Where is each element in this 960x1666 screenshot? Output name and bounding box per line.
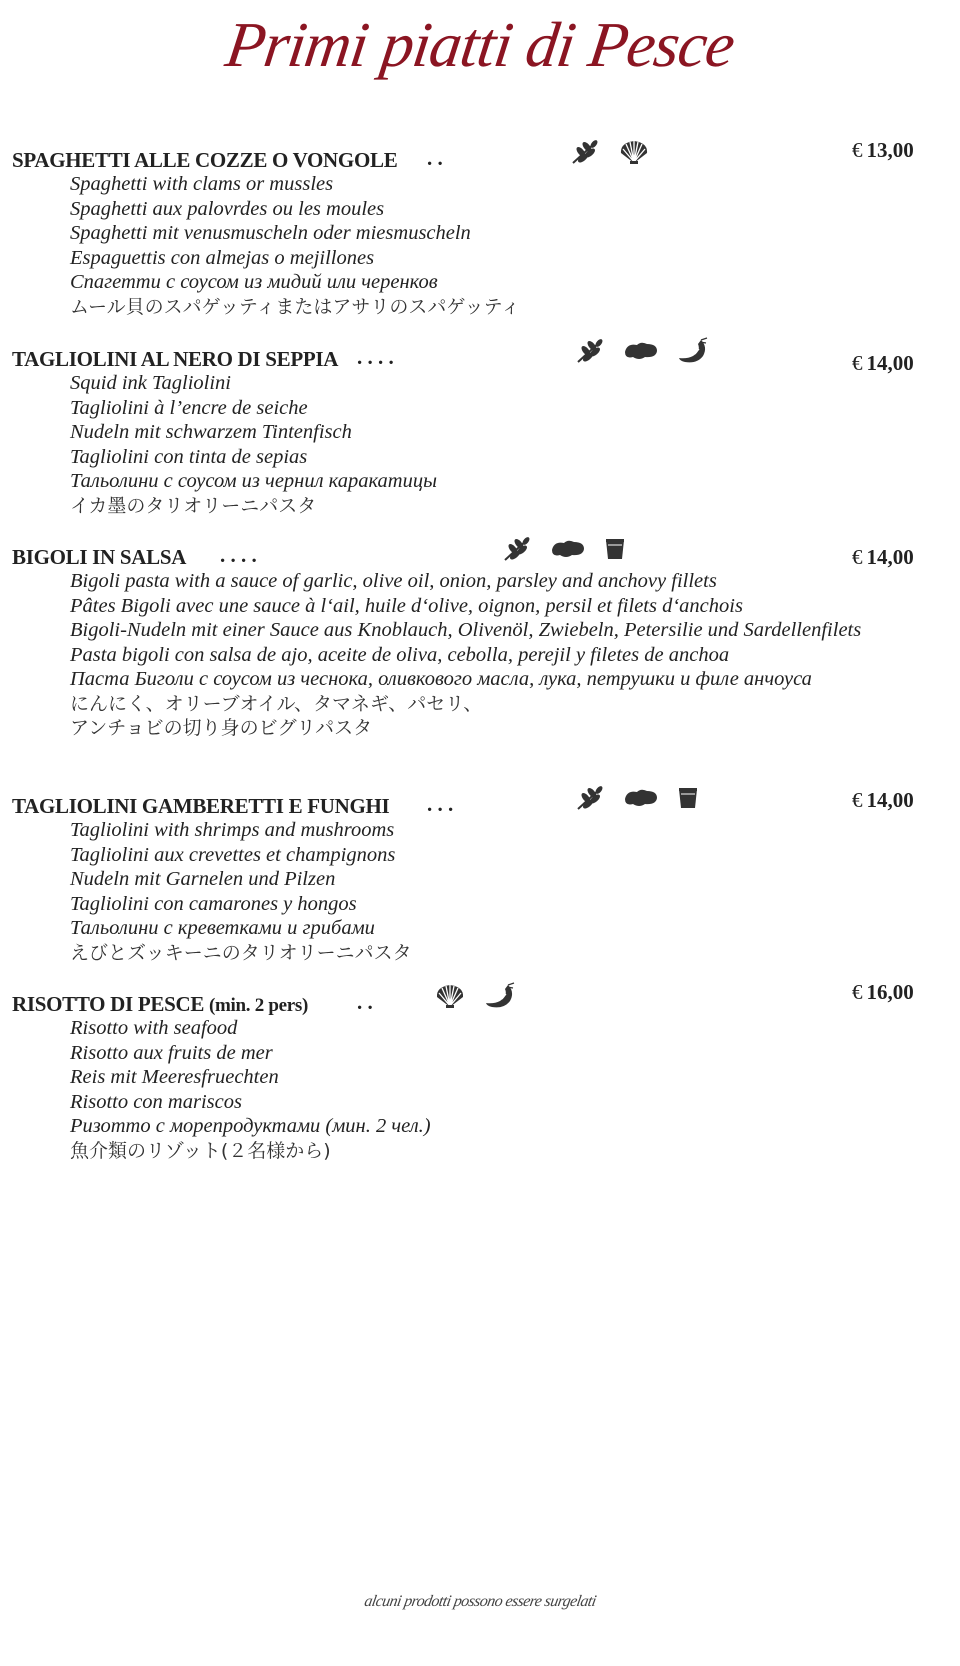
shell-icon [434,983,466,1009]
leader-dots: . . [427,146,443,170]
price-value: 14,00 [866,351,914,375]
cup-icon [604,537,626,561]
shell-icon [618,139,650,165]
shrimp-icon [484,982,516,1010]
translation-russian: Тальолини с креветками и грибами [70,917,375,939]
mollusc-icon [623,340,659,362]
translation-spanish: Pasta bigoli con salsa de ajo, aceite de oliva, cebolla, perejil y filetes de anchoa [70,643,730,666]
menu-item [12,980,932,1163]
currency-symbol: € [852,545,863,569]
currency-symbol: € [852,980,863,1004]
leader-dots: . . . . [357,345,394,369]
allergen-icons [575,784,699,812]
translation-russian: Спагетти с соусом из мидий или черенков [70,271,438,293]
menu-item [12,790,932,965]
translation-russian: Тальолини с соусом из чернил каракатицы [70,470,437,492]
translation-japanese: にんにく、オリーブオイル、タマネギ、パセリ、 [70,692,483,715]
price-value: 13,00 [866,138,914,162]
translation-japanese: イカ墨のタリオリーニパスタ [70,494,317,517]
translation-list [70,818,910,965]
translation-japanese: 魚介類のリゾット(２名様から) [70,1139,331,1162]
currency-symbol: € [852,788,863,812]
menu-item-header [12,343,932,375]
dish-name: TAGLIOLINI AL NERO DI SEPPIA [12,347,339,371]
shrimp-icon [677,337,709,365]
translation-spanish: Espaguettis con almejas o mejillones [70,246,375,269]
leader-dots: . . . . [220,543,257,567]
translation-french: Tagliolini aux crevettes et champignons [70,843,396,866]
dish-price [852,980,942,1005]
translation-list [70,371,910,518]
allergen-icons [570,138,650,166]
translation-spanish: Risotto con mariscos [70,1090,242,1113]
allergen-icons [575,337,709,365]
price-value: 14,00 [866,545,914,569]
wheat-icon [575,337,605,365]
translation-spanish: Tagliolini con camarones y hongos [70,892,357,915]
price-value: 16,00 [866,980,914,1004]
translation-list [70,172,910,319]
translation-english: Bigoli pasta with a sauce of garlic, olive oil, onion, parsley and anchovy fillets [70,570,717,592]
menu-item [12,541,932,741]
translation-english: Tagliolini with shrimps and mushrooms [70,819,395,841]
translation-russian: Ризотто с морепродуктами (мин. 2 чел.) [70,1115,431,1137]
translation-spanish: Tagliolini con tinta de sepias [70,445,308,468]
translation-japanese-line-2: アンチョビの切り身のビグリパスタ [70,717,373,739]
translation-english: Squid ink Tagliolini [70,372,231,394]
menu-item-header [12,541,932,569]
dish-name-main: RISOTTO DI PESCE [12,992,205,1016]
translation-japanese: ムール貝のスパゲッティまたはアサリのスパゲッティ [70,295,521,318]
dish-name: TAGLIOLINI GAMBERETTI E FUNGHI [12,794,390,818]
wheat-icon [570,138,600,166]
translation-french: Risotto aux fruits de mer [70,1041,273,1064]
price-value: 14,00 [866,788,914,812]
currency-symbol: € [852,351,863,375]
translation-german: Bigoli-Nudeln mit einer Sauce aus Knoblauch, Olivenöl, Zwiebeln, Petersilie und Sardellenfilets [70,619,862,641]
footer-note: alcuni prodotti possono essere surgelati [363,1593,598,1610]
translation-french: Pâtes Bigoli avec une sauce à l‘ail, huile d‘olive, oignon, persil et filets d‘anchois [70,594,743,617]
dish-name: SPAGHETTI ALLE COZZE O VONGOLE [12,148,398,172]
translation-german: Reis mit Meeresfruechten [70,1066,279,1088]
cup-icon [677,786,699,810]
translation-french: Spaghetti aux palovrdes ou les moules [70,197,385,220]
page-title: Primi piatti di Pesce [221,9,739,80]
translation-german: Nudeln mit schwarzem Tintenfisch [70,421,352,443]
mollusc-icon [623,787,659,809]
dish-price [852,545,942,570]
wheat-icon [575,784,605,812]
translation-list [70,569,910,741]
mollusc-icon [550,538,586,560]
dish-price [852,138,942,163]
translation-list [70,1016,910,1163]
menu-item [12,138,932,319]
allergen-icons [434,982,516,1010]
translation-french: Tagliolini à l’encre de seiche [70,396,308,419]
leader-dots: . . . [427,792,454,816]
translation-german: Spaghetti mit venusmuscheln oder miesmuscheln [70,222,471,244]
translation-german: Nudeln mit Garnelen und Pilzen [70,868,336,890]
translation-russian: Паста Биголи с соусом из чеснока, оливкового масла, лука, петрушки и филе анчоуса [70,668,812,690]
menu-item [12,343,932,518]
menu-item-header [12,980,932,1016]
currency-symbol: € [852,138,863,162]
translation-japanese: えびとズッキーニのタリオリーニパスタ [70,941,412,964]
dish-price [852,351,942,376]
translation-english: Risotto with seafood [70,1017,238,1039]
dish-name [12,992,308,1017]
wheat-icon [502,535,532,563]
allergen-icons [502,535,626,563]
translation-english: Spaghetti with clams or mussles [70,173,334,195]
dish-price [852,788,942,813]
menu-item-header [12,138,932,172]
dish-name: BIGOLI IN SALSA [12,545,187,569]
leader-dots: . . [357,990,373,1014]
dish-name-suffix: (min. 2 pers) [209,995,309,1016]
menu-item-header [12,790,932,818]
